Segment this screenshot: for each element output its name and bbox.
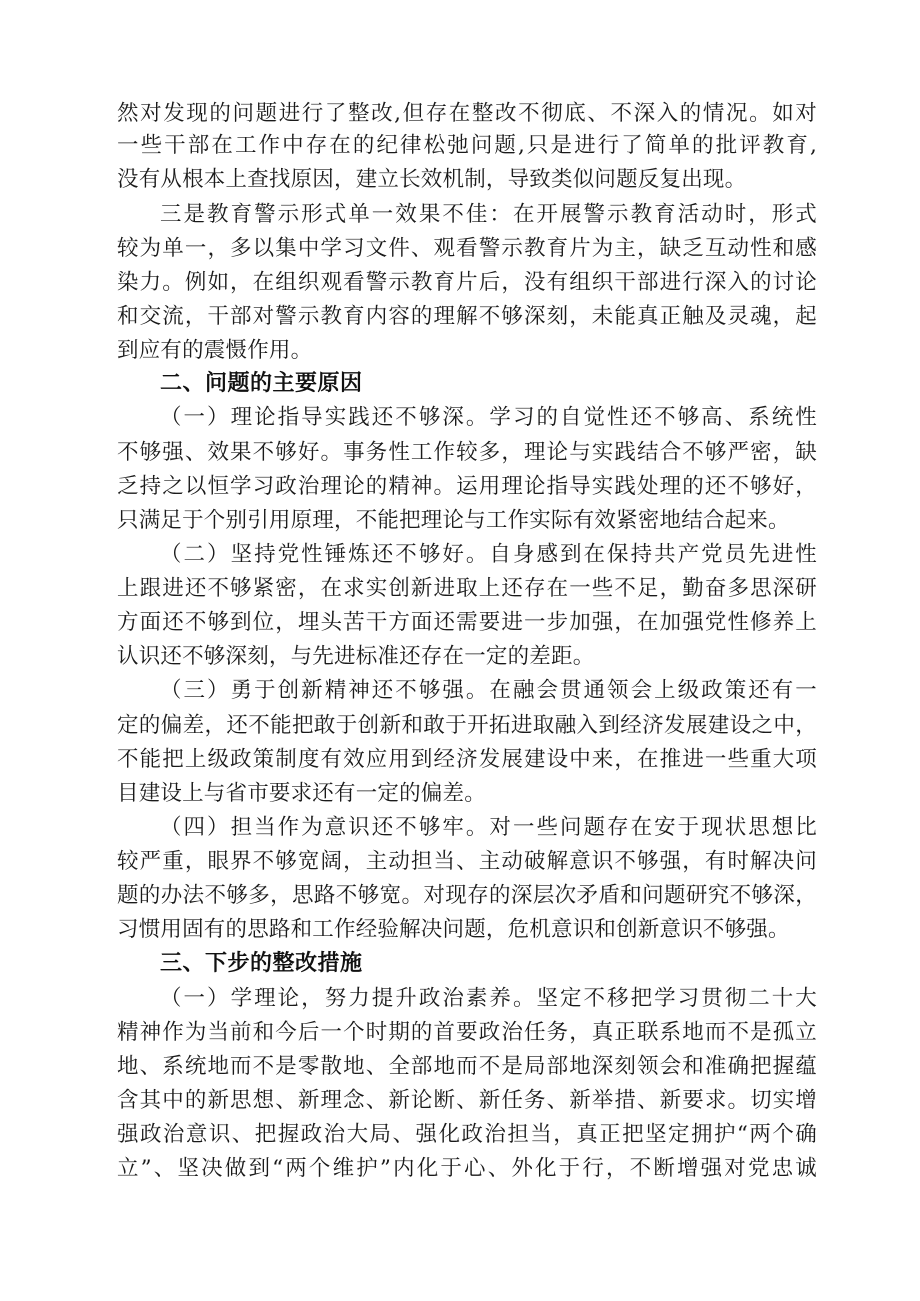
text-line: 方面还不够到位，埋头苦干方面还需要进一步加强，在加强党性修养上 — [117, 610, 817, 635]
text-line: 上跟进还不够紧密，在求实创新进取上还存在一些不足，勤奋多思深研 — [117, 576, 817, 601]
text-line: 认识还不够深刻，与先进标准还存在一定的差距。 — [117, 644, 595, 669]
text-line: 到应有的震慑作用。 — [117, 338, 313, 363]
paragraph-start-line: （四）担当作为意识还不够牢。对一些问题存在安于现状思想比 — [160, 815, 817, 840]
section-heading-causes: 二、问题的主要原因 — [160, 371, 363, 396]
text-line: 强政治意识、把握政治大局、强化政治担当，真正把坚定拥护“两个确 — [117, 1122, 817, 1147]
paragraph-start-line: （三）勇于创新精神还不够强。在融会贯通领会上级政策还有一 — [160, 678, 817, 703]
text-line: 精神作为当前和今后一个时期的首要政治任务，真正联系地而不是孤立 — [117, 1020, 817, 1045]
text-line: 和交流，干部对警示教育内容的理解不够深刻，未能真正触及灵魂，起 — [117, 304, 817, 329]
text-line: 较严重，眼界不够宽阔，主动担当、主动破解意识不够强，有时解决问 — [117, 849, 817, 874]
paragraph-start-line: （二）坚持党性锤炼还不够好。自身感到在保持共产党员先进性 — [160, 542, 817, 567]
text-line: 然对发现的问题进行了整改,但存在整改不彻底、不深入的情况。如对 — [117, 101, 817, 126]
text-line: 含其中的新思想、新理念、新论断、新任务、新举措、新要求。切实增 — [117, 1088, 817, 1113]
text-line: 立”、坚决做到“两个维护”内化于心、外化于行，不断增强对党忠诚 — [117, 1156, 817, 1181]
text-line: 染力。例如，在组织观看警示教育片后，没有组织干部进行深入的讨论 — [117, 270, 817, 295]
text-line: 没有从根本上查找原因，建立长效机制，导致类似问题反复出现。 — [117, 167, 747, 192]
text-line: 题的办法不够多，思路不够宽。对现存的深层次矛盾和问题研究不够深， — [117, 883, 817, 908]
section-heading-measures: 三、下步的整改措施 — [160, 951, 363, 976]
text-line: 习惯用固有的思路和工作经验解决问题，危机意识和创新意识不够强。 — [117, 917, 790, 942]
text-line: 定的偏差，还不能把敢于创新和敢于开拓进取融入到经济发展建设之中， — [117, 713, 817, 738]
text-line: 只满足于个别引用原理，不能把理论与工作实际有效紧密地结合起来。 — [117, 508, 790, 533]
text-line: 目建设上与省市要求还有一定的偏差。 — [117, 781, 486, 806]
paragraph-start-line: （一）学理论，努力提升政治素养。坚定不移把学习贯彻二十大 — [160, 986, 817, 1011]
text-line: 一些干部在工作中存在的纪律松弛问题,只是进行了简单的批评教育, — [117, 133, 817, 158]
text-line: 不够强、效果不够好。事务性工作较多，理论与实践结合不够严密，缺 — [117, 440, 817, 465]
text-line: 不能把上级政策制度有效应用到经济发展建设中来，在推进一些重大项 — [117, 747, 817, 772]
paragraph-start-line: （一）理论指导实践还不够深。学习的自觉性还不够高、系统性 — [160, 405, 817, 430]
paragraph-start-line: 三是教育警示形式单一效果不佳：在开展警示教育活动时，形式 — [160, 202, 817, 227]
text-line: 乏持之以恒学习政治理论的精神。运用理论指导实践处理的还不够好， — [117, 474, 817, 499]
text-line: 地、系统地而不是零散地、全部地而不是局部地深刻领会和准确把握蕴 — [117, 1054, 817, 1079]
text-line: 较为单一，多以集中学习文件、观看警示教育片为主，缺乏互动性和感 — [117, 236, 817, 261]
